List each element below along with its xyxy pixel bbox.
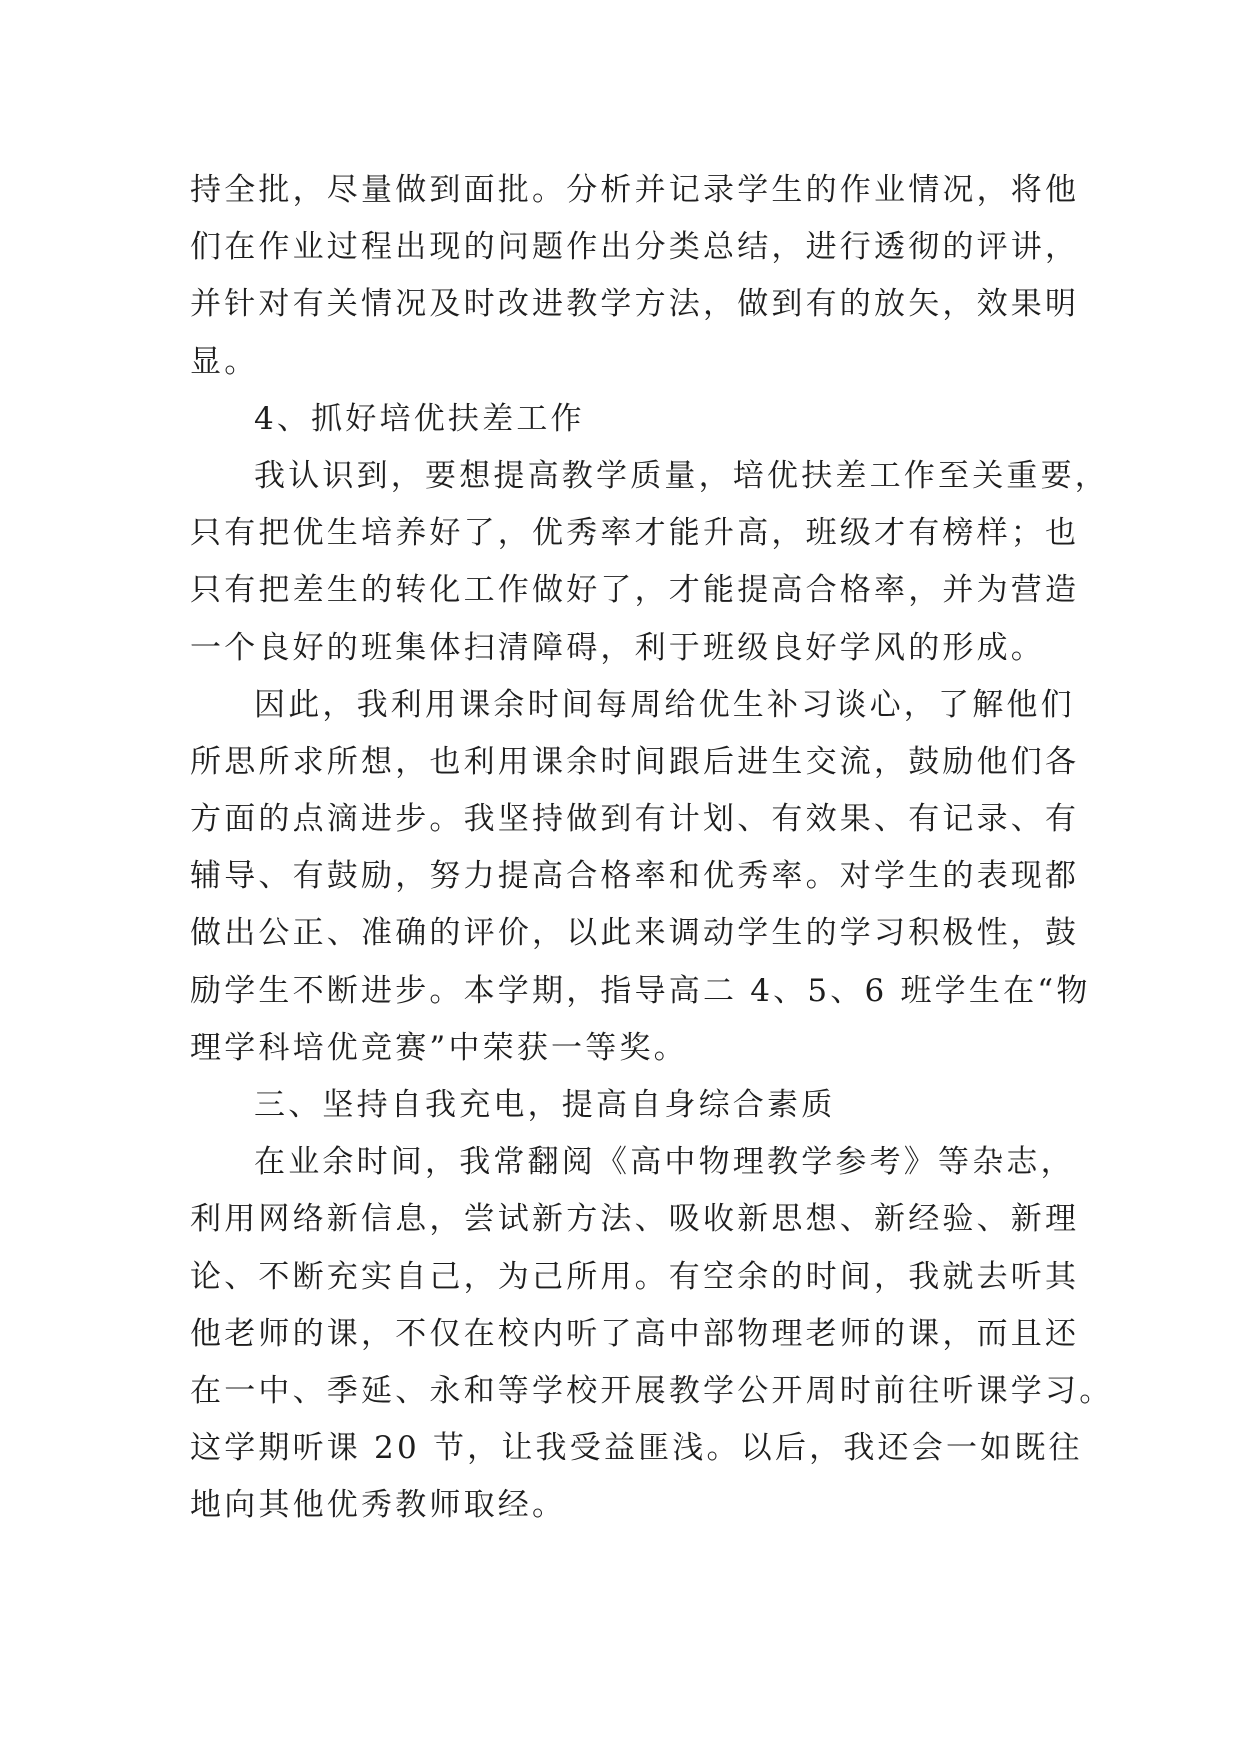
text-line: 并针对有关情况及时改进教学方法，做到有的放矢，效果明 — [190, 286, 1080, 323]
text-line: 利用网络新信息，尝试新方法、吸收新思想、新经验、新理 — [190, 1201, 1080, 1238]
text-line: 在业余时间，我常翻阅《高中物理教学参考》等杂志， — [254, 1144, 1075, 1181]
text-line: 他老师的课，不仅在校内听了高中部物理老师的课，而且还 — [190, 1315, 1080, 1352]
document-body — [190, 162, 1114, 1535]
text-line: 理学科培优竞赛”中荣获一等奖。 — [190, 1029, 688, 1066]
text-line: 持全批，尽量做到面批。分析并记录学生的作业情况，将他 — [190, 172, 1080, 208]
text-line: 所思所求所想，也利用课余时间跟后进生交流，鼓励他们各 — [190, 743, 1080, 780]
text-line: 地向其他优秀教师取经。 — [190, 1487, 567, 1524]
text-line: 辅导、有鼓励，努力提高合格率和优秀率。对学生的表现都 — [190, 858, 1080, 895]
text-line: 我认识到，要想提高教学质量，培优扶差工作至关重要， — [254, 457, 1109, 494]
section-heading: 三、坚持自我充电，提高自身综合素质 — [254, 1087, 836, 1123]
text-line: 因此，我利用课余时间每周给优生补习谈心，了解他们 — [254, 686, 1075, 723]
text-line: 一个良好的班集体扫清障碍，利于班级良好学风的形成。 — [190, 629, 1045, 666]
text-line: 显。 — [190, 343, 259, 380]
text-line: 方面的点滴进步。我坚持做到有计划、有效果、有记录、有 — [190, 801, 1080, 838]
text-line: 做出公正、准确的评价，以此来调动学生的学习积极性，鼓 — [190, 915, 1080, 952]
text-line: 励学生不断进步。本学期，指导高二 4、5、6 班学生在“物 — [190, 972, 1091, 1009]
text-line: 只有把差生的转化工作做好了，才能提高合格率，并为营造 — [190, 572, 1080, 609]
text-line: 只有把优生培养好了，优秀率才能升高，班级才有榜样；也 — [190, 515, 1080, 552]
text-line: 这学期听课 20 节，让我受益匪浅。以后，我还会一如既往 — [190, 1430, 1083, 1467]
text-line: 在一中、季延、永和等学校开展教学公开周时前往听课学习。 — [190, 1372, 1114, 1409]
section-heading: 4、抓好培优扶差工作 — [254, 400, 585, 437]
text-line: 们在作业过程出现的问题作出分类总结，进行透彻的评讲， — [190, 229, 1080, 266]
text-line: 论、不断充实自己，为己所用。有空余的时间，我就去听其 — [190, 1258, 1080, 1295]
